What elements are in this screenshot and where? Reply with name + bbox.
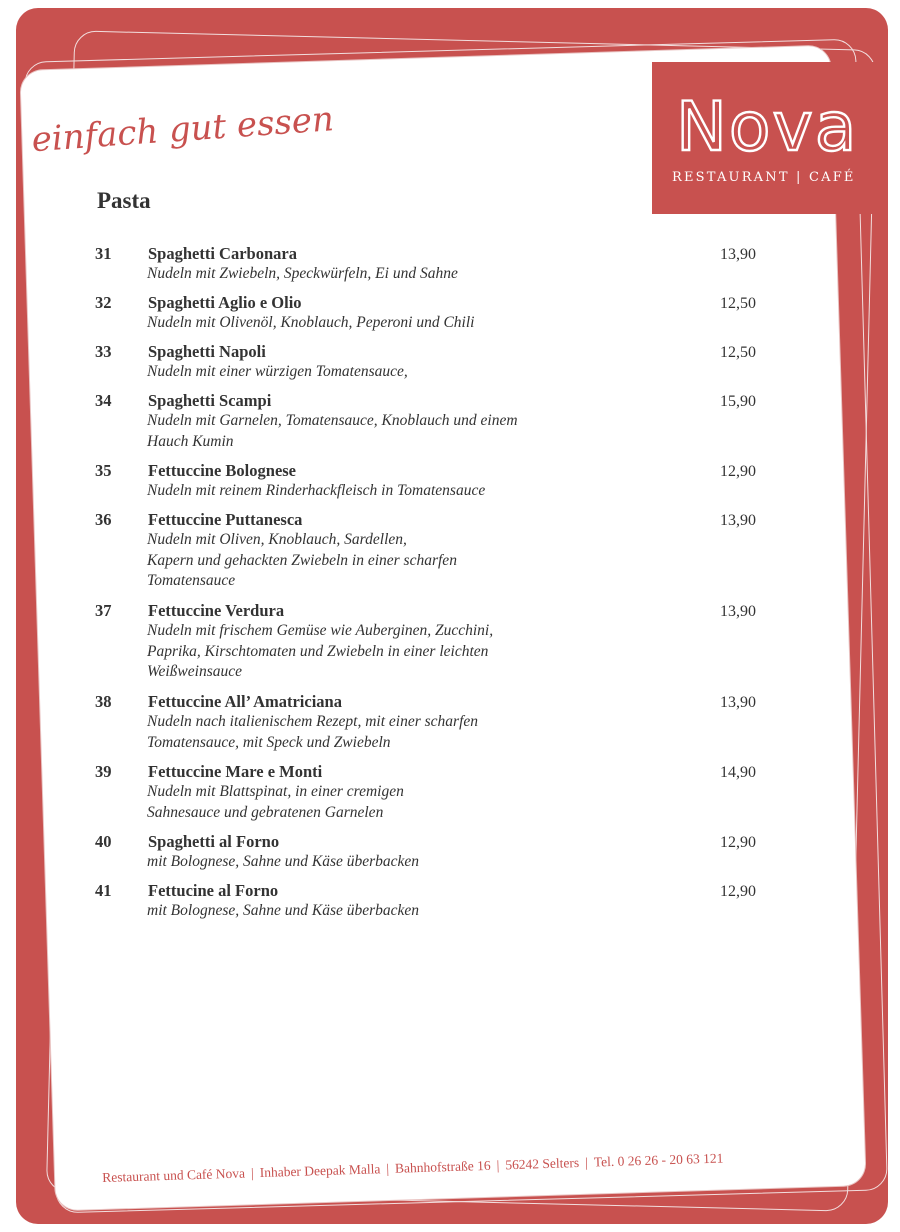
item-name: Fettuccine Mare e Monti <box>148 762 323 781</box>
item-price: 15,90 <box>720 393 756 410</box>
item-description-line: Tomatensauce <box>147 572 236 589</box>
item-price: 12,90 <box>720 834 756 851</box>
item-price: 13,90 <box>720 603 756 620</box>
item-price: 13,90 <box>720 694 756 711</box>
item-description-line: Nudeln mit Blattspinat, in einer cremigen <box>147 783 404 800</box>
item-number: 40 <box>95 832 112 851</box>
footer-separator: | <box>386 1160 390 1177</box>
item-description <box>147 852 597 873</box>
item-description <box>147 621 597 683</box>
item-name: Fettuccine Verdura <box>148 601 285 620</box>
item-description <box>147 264 597 285</box>
item-number: 31 <box>95 244 112 263</box>
logo-subtitle: RESTAURANT | CAFÉ <box>672 170 856 185</box>
tagline <box>25 85 360 192</box>
item-name: Spaghetti al Forno <box>148 832 280 851</box>
logo-wordmark <box>674 78 864 172</box>
item-number: 33 <box>95 342 112 361</box>
item-description-line: Nudeln mit frischem Gemüse wie Auberginen, Zucchini, <box>147 622 494 639</box>
footer-separator: | <box>496 1157 500 1173</box>
footer-part: 56242 Selters <box>505 1155 580 1173</box>
footer-part: Tel. 0 26 26 - 20 63 121 <box>593 1150 724 1170</box>
item-description-line: Nudeln mit einer würzigen Tomatensauce, <box>147 363 408 380</box>
tagline-script-icon <box>25 85 360 188</box>
item-name: Fettuccine Bolognese <box>148 461 297 480</box>
item-description-line: Nudeln nach italienischem Rezept, mit einer scharfen <box>147 713 479 730</box>
item-description <box>147 901 597 922</box>
item-description-line: Sahnesauce und gebratenen Garnelen <box>147 803 384 821</box>
tagline-text: einfach gut essen <box>30 99 336 161</box>
item-description-line: Paprika, Kirschtomaten und Zwiebeln in einer leichten <box>147 642 489 660</box>
item-description-line: mit Bolognese, Sahne und Käse überbacken <box>147 853 420 870</box>
item-description-line: Nudeln mit Garnelen, Tomatensauce, Knoblauch und einem <box>147 412 518 429</box>
item-number: 37 <box>95 601 112 620</box>
item-price: 14,90 <box>720 764 756 781</box>
footer-address <box>102 1150 724 1186</box>
item-number: 38 <box>95 692 112 711</box>
section-title: Pasta <box>97 188 151 213</box>
item-description-line: Nudeln mit Oliven, Knoblauch, Sardellen, <box>147 531 407 548</box>
item-description <box>147 362 597 383</box>
item-description <box>147 782 597 823</box>
item-number: 32 <box>95 293 112 312</box>
item-description <box>147 313 597 334</box>
item-name: Fettucine al Forno <box>148 881 279 900</box>
item-price: 12,50 <box>720 344 756 361</box>
logo-name: Nova <box>676 88 859 167</box>
item-description-line: Nudeln mit Olivenöl, Knoblauch, Peperoni und Chili <box>147 314 475 331</box>
footer-part: Bahnhofstraße 16 <box>394 1157 491 1176</box>
footer-part: Restaurant und Café Nova <box>102 1165 246 1185</box>
item-description-line: Nudeln mit Zwiebeln, Speckwürfeln, Ei und Sahne <box>147 265 458 282</box>
item-description-line: Hauch Kumin <box>147 432 234 450</box>
item-number: 39 <box>95 762 112 781</box>
item-name: Fettuccine All’ Amatriciana <box>148 692 342 711</box>
item-name: Spaghetti Carbonara <box>148 244 297 263</box>
item-name: Spaghetti Napoli <box>148 342 266 361</box>
item-number: 41 <box>95 881 112 900</box>
item-name: Fettuccine Puttanesca <box>148 510 303 529</box>
item-description-line: mit Bolognese, Sahne und Käse überbacken <box>147 902 420 919</box>
item-description <box>147 481 597 502</box>
item-description <box>147 712 597 753</box>
footer-part: Inhaber Deepak Malla <box>259 1161 381 1181</box>
item-number: 34 <box>95 391 112 410</box>
item-description-line: Kapern und gehackten Zwiebeln in einer scharfen <box>147 551 457 569</box>
item-name: Spaghetti Aglio e Olio <box>148 293 302 312</box>
item-number: 36 <box>95 510 112 529</box>
footer-separator: | <box>584 1154 589 1170</box>
item-number: 35 <box>95 461 112 480</box>
item-description <box>147 411 597 452</box>
item-description <box>147 530 597 592</box>
item-price: 12,90 <box>720 883 756 900</box>
item-price: 13,90 <box>720 246 756 263</box>
item-description-line: Nudeln mit reinem Rinderhackfleisch in Tomatensauce <box>147 482 486 499</box>
footer-separator: | <box>250 1165 254 1181</box>
item-price: 12,50 <box>720 295 756 312</box>
item-price: 12,90 <box>720 463 756 480</box>
item-name: Spaghetti Scampi <box>148 391 272 410</box>
item-description-line: Tomatensauce, mit Speck und Zwiebeln <box>147 733 391 751</box>
item-price: 13,90 <box>720 512 756 529</box>
nova-logo-icon <box>674 78 864 168</box>
item-description-line: Weißweinsauce <box>147 663 242 680</box>
